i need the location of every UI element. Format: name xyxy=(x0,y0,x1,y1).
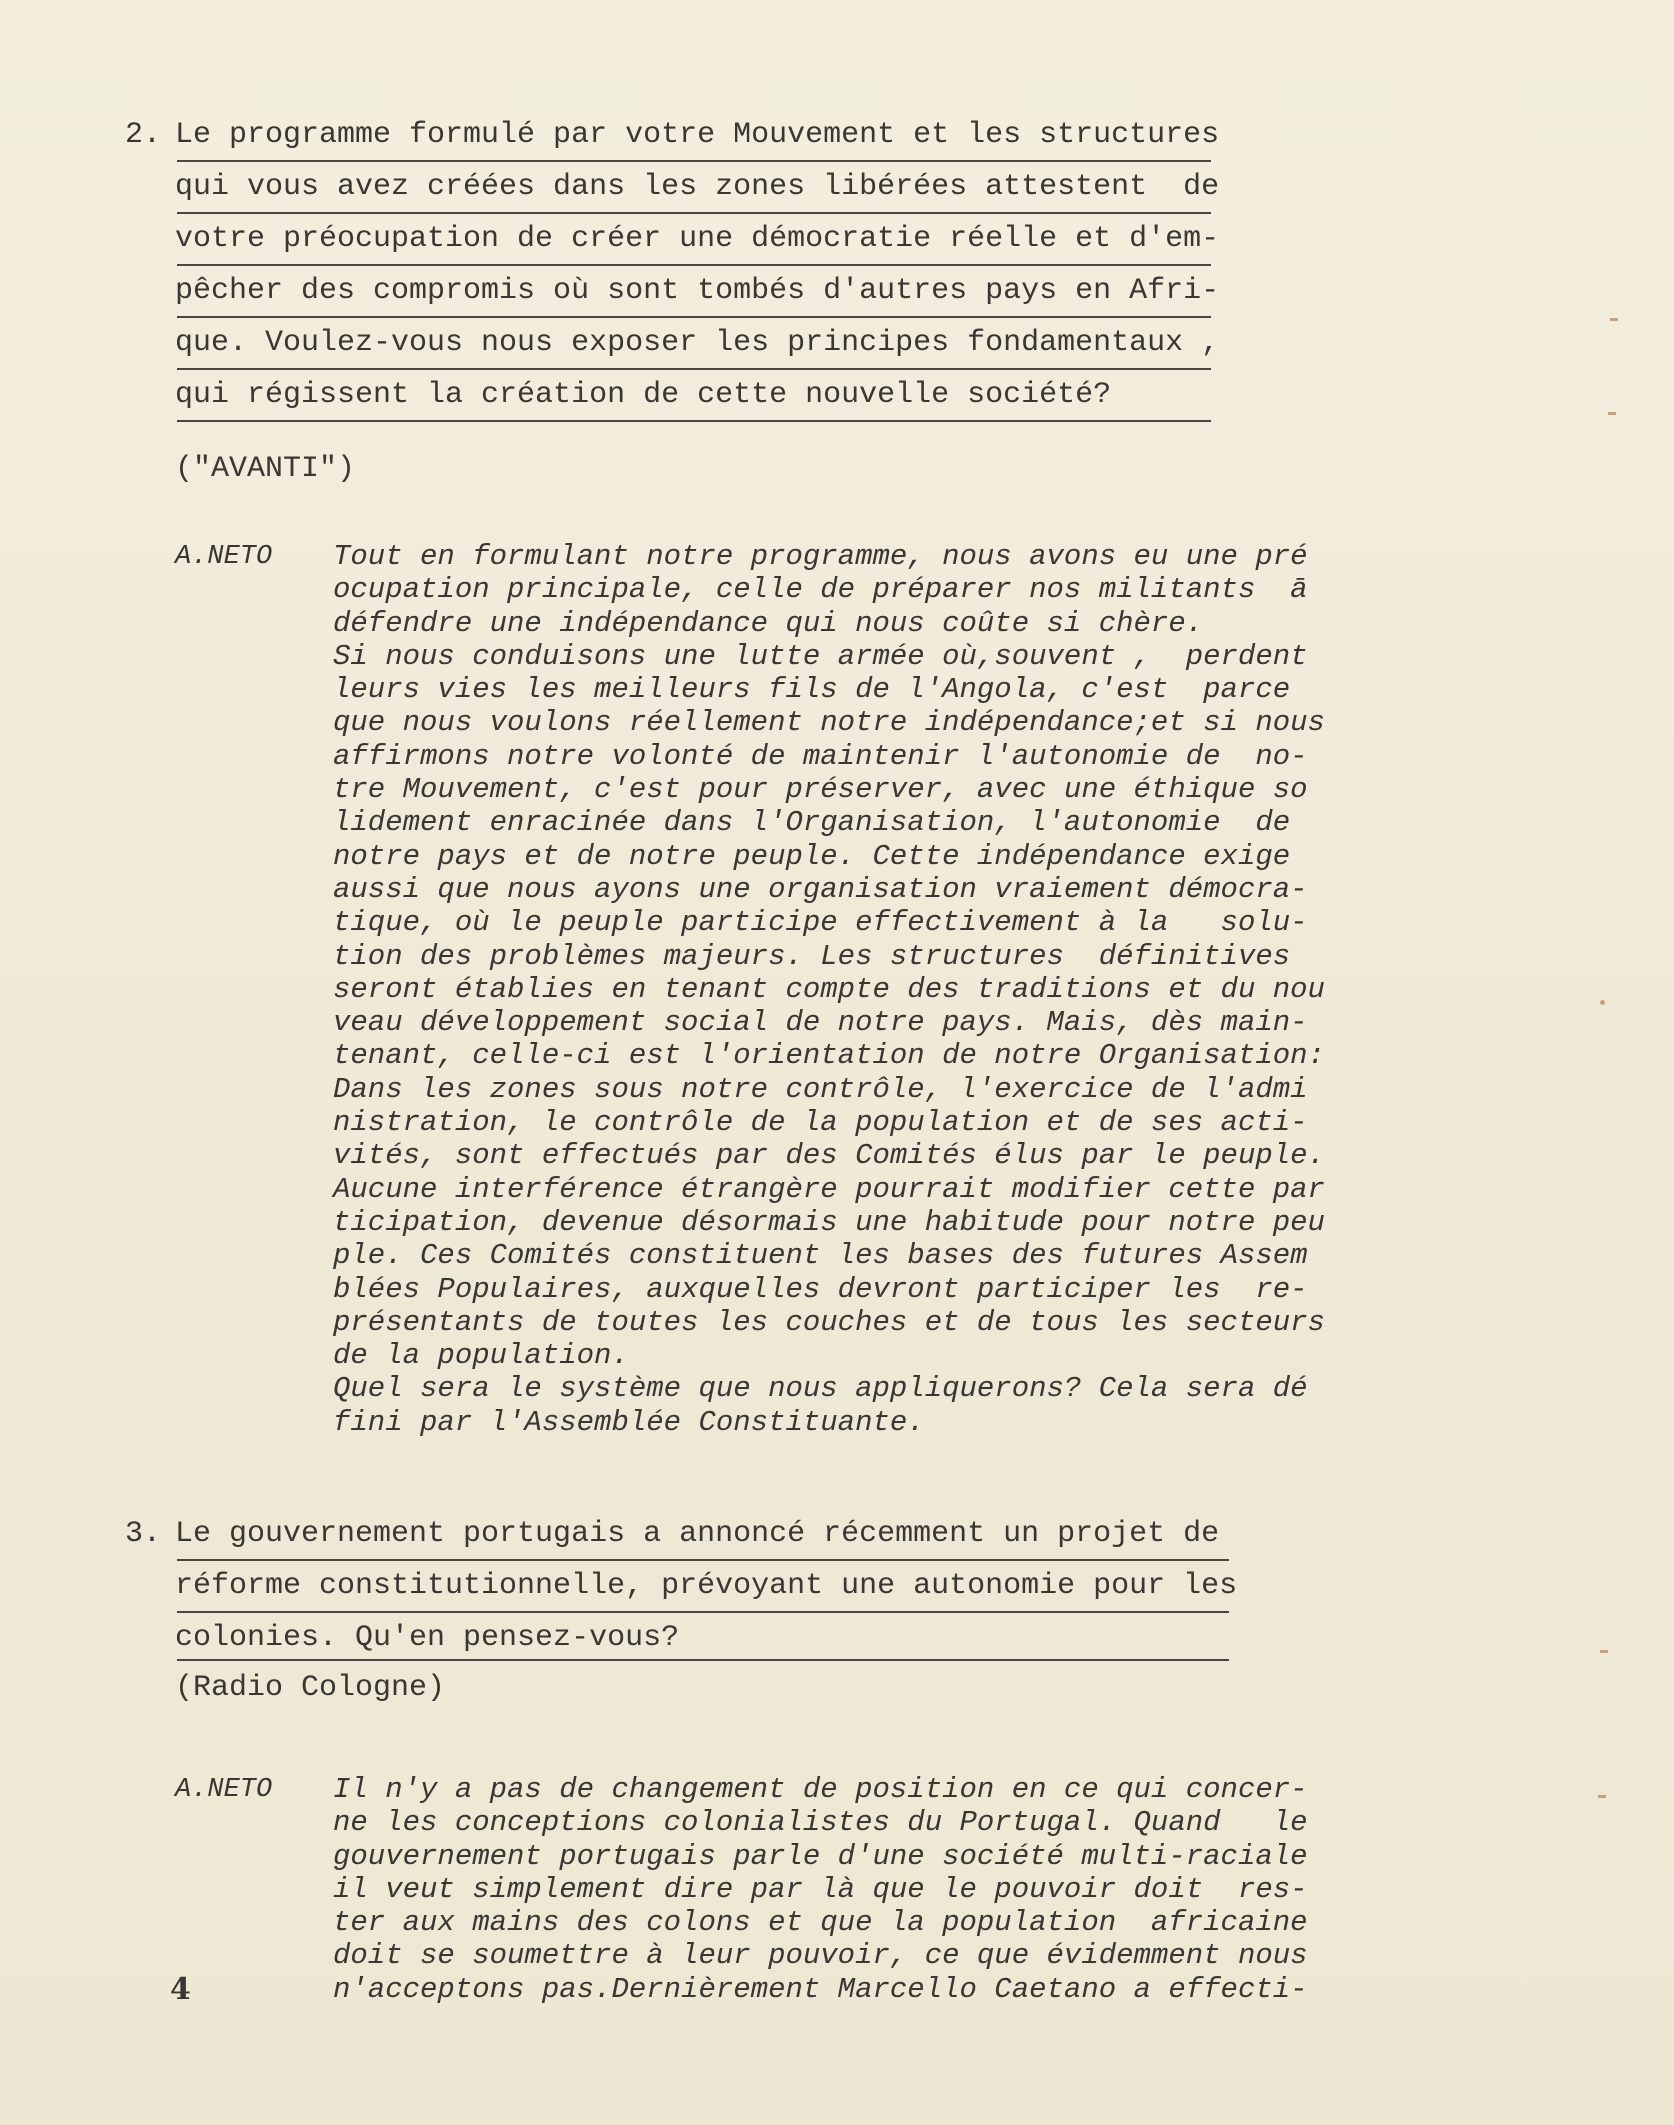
answer-line: il veut simplement dire par là que le pouvoir doit res- xyxy=(333,1872,1308,1906)
answer-line: doit se soumettre à leur pouvoir, ce que évidemment nous xyxy=(333,1939,1308,1973)
answer-line: tre Mouvement, c'est pour préserver, avec une éthique so xyxy=(333,773,1308,807)
answer-line: ticipation, devenue désormais une habitude pour notre peu xyxy=(333,1205,1325,1239)
question-number: 2. xyxy=(125,118,162,152)
answer-line: seront établies en tenant compte des traditions et du nou xyxy=(333,972,1325,1006)
answer-line: Il n'y a pas de changement de position en ce qui concer- xyxy=(333,1773,1308,1806)
page-number: 4 xyxy=(170,1972,191,2007)
paper-speck xyxy=(1608,412,1616,415)
question-line: Le gouvernement portugais a annoncé récemment un projet de xyxy=(175,1517,1237,1569)
question-line: que. Voulez-vous nous exposer les principes fondamentaux , xyxy=(175,326,1219,378)
question-3 xyxy=(125,1517,1238,1705)
answer-2 xyxy=(333,540,1325,1439)
answer-line: que nous voulons réellement notre indépendance;et si nous xyxy=(333,706,1325,740)
question-line: réforme constitutionnelle, prévoyant une autonomie pour les xyxy=(175,1569,1237,1621)
answer-line: lidement enracinée dans l'Organisation, l'autonomie de xyxy=(333,806,1291,840)
question-line: qui vous avez créées dans les zones libérées attestent de xyxy=(175,170,1219,222)
answer-line: Aucune interférence étrangère pourrait modifier cette par xyxy=(333,1172,1325,1206)
answer-line: défendre une indépendance qui nous coûte si chère. xyxy=(333,606,1204,640)
answer-line: vités, sont effectués par des Comités élus par le peuple. xyxy=(333,1139,1325,1173)
answer-line: présentants de toutes les couches et de tous les secteurs xyxy=(333,1305,1325,1339)
speaker-label: A.NETO xyxy=(175,542,273,572)
question-number: 3. xyxy=(125,1517,162,1551)
answer-line: blées Populaires, auxquelles devront participer les re- xyxy=(333,1272,1308,1306)
answer-line: tion des problèmes majeurs. Les structures définitives xyxy=(333,939,1291,973)
question-line: qui régissent la création de cette nouvelle société? xyxy=(175,378,1219,430)
paper-speck xyxy=(1598,1795,1606,1798)
answer-line: tenant, celle-ci est l'orientation de notre Organisation: xyxy=(333,1039,1325,1073)
answer-line: Tout en formulant notre programme, nous avons eu une pré xyxy=(333,540,1308,573)
answer-line: affirmons notre volonté de maintenir l'autonomie de no- xyxy=(333,739,1308,773)
answer-line: notre pays et de notre peuple. Cette indépendance exige xyxy=(333,839,1291,873)
answer-line: ocupation principale, celle de préparer nos militants ā xyxy=(333,573,1308,607)
question-line: votre préocupation de créer une démocratie réelle et d'em- xyxy=(175,222,1219,274)
answer-line: fini par l'Assemblée Constituante. xyxy=(333,1405,925,1439)
answer-line: Si nous conduisons une lutte armée où,souvent , perdent xyxy=(333,639,1308,673)
answer-line: ne les conceptions colonialistes du Portugal. Quand le xyxy=(333,1806,1308,1840)
answer-line: gouvernement portugais parle d'une société multi-raciale xyxy=(333,1839,1308,1873)
answer-line: leurs vies les meilleurs fils de l'Angola, c'est parce xyxy=(333,673,1291,707)
question-line: pêcher des compromis où sont tombés d'autres pays en Afri- xyxy=(175,274,1219,326)
answer-line: nistration, le contrôle de la population et de ses acti- xyxy=(333,1106,1308,1140)
answer-line: ter aux mains des colons et que la population africaine xyxy=(333,1906,1308,1940)
speaker-label: A.NETO xyxy=(175,1775,273,1805)
paper-speck xyxy=(1610,318,1618,321)
answer-line: aussi que nous ayons une organisation vraiement démocra- xyxy=(333,872,1308,906)
question-2 xyxy=(125,118,1220,486)
answer-3 xyxy=(333,1773,1308,2006)
question-source: ("AVANTI") xyxy=(175,452,356,486)
answer-line: de la population. xyxy=(333,1339,629,1373)
question-line: colonies. Qu'en pensez-vous? xyxy=(175,1621,1237,1669)
answer-line: Dans les zones sous notre contrôle, l'exercice de l'admi xyxy=(333,1072,1308,1106)
question-line: Le programme formulé par votre Mouvement et les structures xyxy=(175,118,1219,170)
question-source: (Radio Cologne) xyxy=(175,1671,446,1705)
paper-speck xyxy=(1600,1000,1605,1005)
paper-speck xyxy=(1600,1650,1608,1653)
answer-line: Quel sera le système que nous appliquerons? Cela sera dé xyxy=(333,1372,1308,1406)
answer-line: ple. Ces Comités constituent les bases des futures Assem xyxy=(333,1239,1308,1273)
answer-line: tique, où le peuple participe effectivement à la solu- xyxy=(333,906,1308,940)
answer-line: n'acceptons pas.Dernièrement Marcello Caetano a effecti- xyxy=(333,1972,1308,2006)
answer-line: veau développement social de notre pays. Mais, dès main- xyxy=(333,1006,1308,1040)
